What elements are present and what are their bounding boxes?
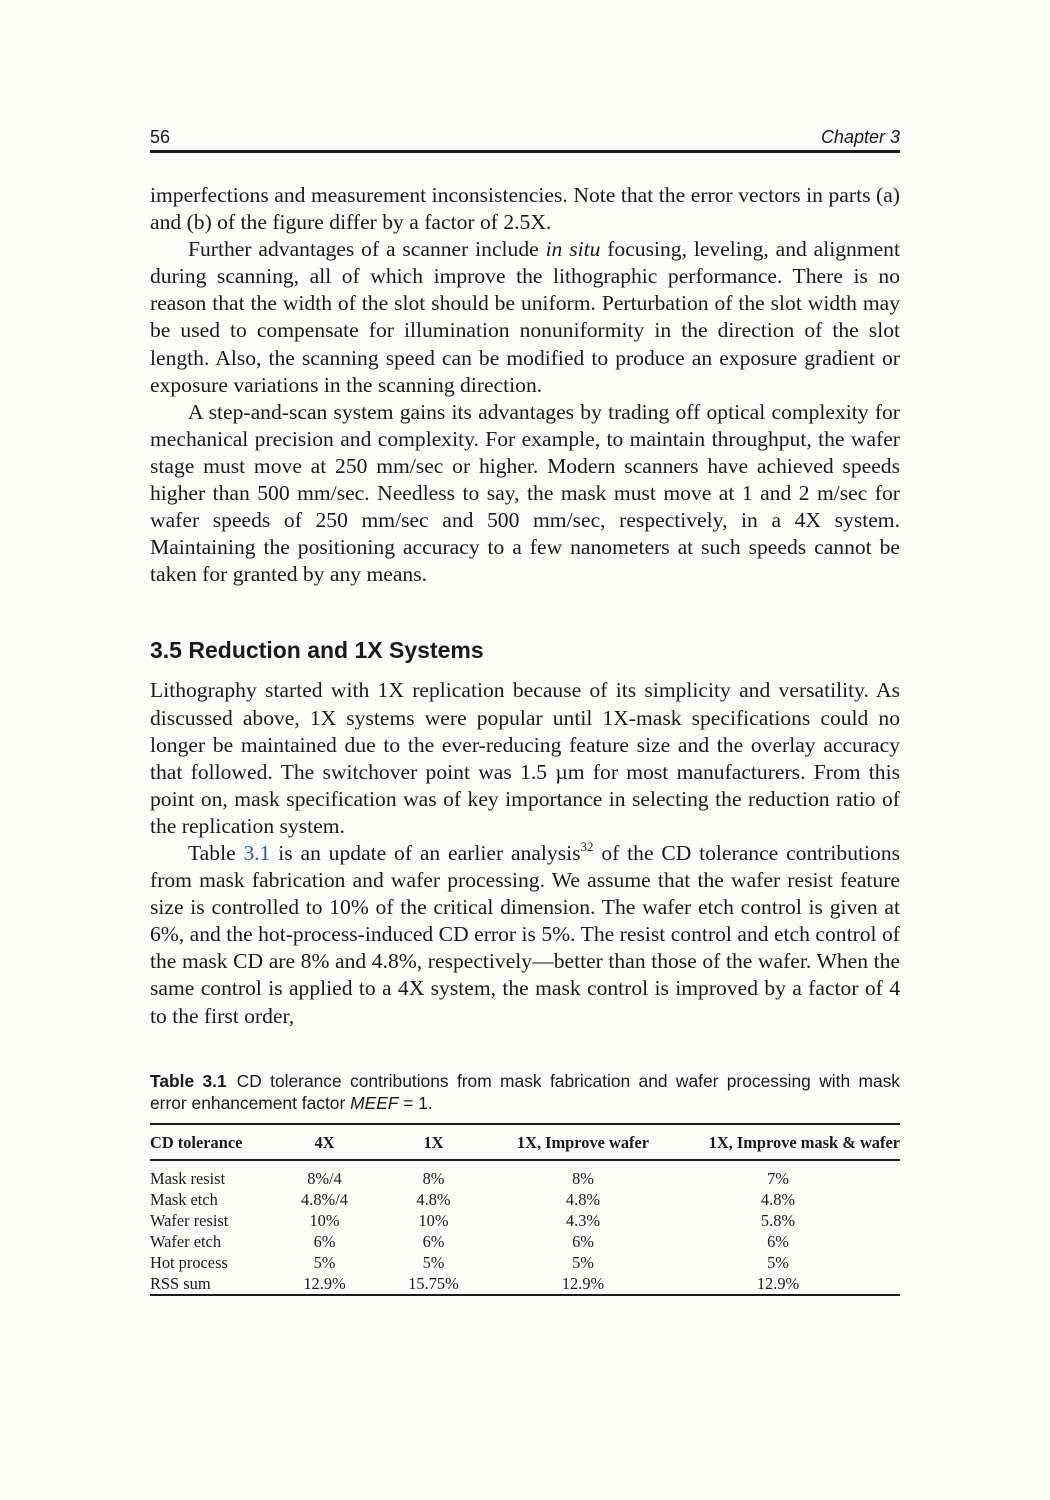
table-cell: 10% [418, 1210, 449, 1230]
section-heading: 3.5 Reduction and 1X Systems [150, 637, 484, 664]
table-cell: 4.8% [760, 1189, 796, 1209]
cd-tolerance-table [150, 1123, 900, 1296]
body-text [150, 182, 900, 588]
running-head [150, 124, 900, 153]
table-cell: Wafer etch [150, 1231, 222, 1251]
table-reference-link[interactable]: 3.1 [243, 840, 271, 865]
section-paragraph-1: Lithography started with 1X replication because of its simplicity and versatility. As discussed above, 1X systems were popular until 1X-mask specifications could no longer be maintained due to the ever-reducing feature size and the overlay accuracy that followed. The switchover point was 1.5 µm for most manufacturers. From this point on, mask specification was of key importance in selecting the reduction ratio of the replication system. [150, 678, 900, 838]
table-cell: 12.9% [756, 1273, 800, 1293]
section-body [150, 677, 900, 1029]
table-cell: 6% [313, 1231, 336, 1251]
table-cell: 5% [572, 1252, 594, 1272]
table-caption: Table 3.1 CD tolerance contributions from mask fabrication and wafer processing with mask error enhancement factor MEEF = 1. [150, 1070, 901, 1113]
col-header: 4X [314, 1132, 335, 1152]
table-cell: 5% [767, 1252, 789, 1272]
paragraph-2: Further advantages of a scanner include in situ focusing, leveling, and alignment during scanning, all of which improve the lithographic performance. There is no reason that the width of the slot should be uniform. Perturbation of the slot width may be used to compensate for illumination nonuniformity in the direction of the slot length. Also, the scanning speed can be modified to produce an exposure gradient or exposure variations in the scanning direction. [150, 237, 900, 397]
table-cell: 6% [572, 1231, 594, 1251]
table-cell: Wafer resist [150, 1210, 229, 1230]
table-cell: 12.9% [561, 1273, 605, 1293]
table-cell: 5% [422, 1252, 445, 1272]
table-cell: 8%/4 [307, 1168, 342, 1188]
table-cell: 4.8%/4 [301, 1189, 348, 1209]
table-cell: RSS sum [150, 1273, 211, 1293]
page-number: 56 [150, 127, 171, 147]
table-header-row [150, 1124, 900, 1160]
table-cell: 6% [767, 1231, 789, 1251]
table-cell: 4.8% [416, 1189, 451, 1209]
table-cell: 15.75% [408, 1273, 459, 1293]
citation-ref[interactable]: 32 [580, 838, 594, 854]
italic-term: in situ [545, 237, 601, 262]
col-header: 1X, Improve mask & wafer [708, 1132, 900, 1152]
table-cell: 7% [767, 1168, 789, 1188]
table-row [150, 1231, 900, 1252]
table-caption-label: Table 3.1 [150, 1070, 227, 1091]
table-cell: 8% [572, 1168, 594, 1188]
table-cell: Hot process [150, 1252, 228, 1272]
table-row [150, 1189, 900, 1210]
col-header: 1X, Improve wafer [516, 1132, 650, 1152]
col-header: 1X [423, 1132, 444, 1152]
table-cell: 4.3% [565, 1210, 601, 1230]
paragraph-3: A step-and-scan system gains its advantages by trading off optical complexity for mechanical precision and complexity. For example, to maintain throughput, the wafer stage must move at 250 mm/sec or higher. Modern scanners have achieved speeds higher than 500 mm/sec. Needless to say, the mask must move at 1 and 2 m/sec for wafer speeds of 250 mm/sec and 500 mm/sec, respectively, in a 4X system. Maintaining the positioning accuracy to a few nanometers at such speeds cannot be taken for granted by any means. [150, 399, 900, 587]
page [150, 124, 900, 1296]
table-cell: 5% [313, 1252, 336, 1272]
table-cell: 6% [422, 1231, 445, 1251]
table-row [150, 1210, 900, 1231]
table-cell: 8% [422, 1168, 445, 1188]
col-header: CD tolerance [150, 1132, 243, 1152]
table-cell: Mask etch [150, 1189, 218, 1209]
table-row [150, 1273, 900, 1295]
paragraph-1: imperfections and measurement inconsistencies. Note that the error vectors in parts (a) and (b) of the figure differ by a factor of 2.5X. [150, 183, 900, 235]
chapter-label: Chapter 3 [820, 127, 900, 147]
table-cell: Mask resist [150, 1168, 226, 1188]
table-row [150, 1252, 900, 1273]
table-row [150, 1160, 900, 1189]
table-cell: 4.8% [565, 1189, 601, 1209]
table-cell: 10% [309, 1210, 340, 1230]
table-cell: 12.9% [303, 1273, 346, 1293]
section-paragraph-2: Table 3.1 is an update of an earlier analysis$^{32}$ of the CD tolerance contributions from mask fabrication and wafer processing. We assume that the wafer resist feature size is controlled to 10% of the critical dimension. The wafer etch control is given at 6%, and the hot-process-induced CD error is 5%. The resist control and etch control of the mask CD are 8% and 4.8%, respectively—better than those of the wafer. When the same control is applied to a 4X system, the mask control is improved by a factor of 4 to the first order, [150, 838, 901, 1028]
table-cell: 5.8% [760, 1210, 796, 1230]
